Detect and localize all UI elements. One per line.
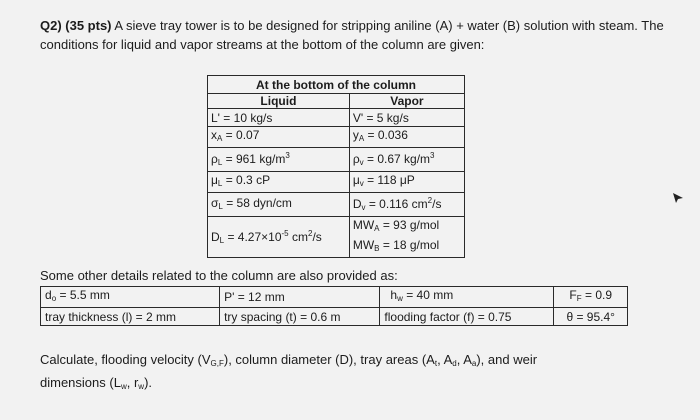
vapor-density: $\rho_v = 0.67$ $kg/m^3$ [349, 148, 464, 172]
bottom-conditions-table [207, 75, 465, 258]
vapor-molecular-weights [349, 217, 464, 258]
liquid-flow: L' = 10 kg/s [208, 109, 350, 127]
calculation-prompt: Calculate, flooding velocity $(V_{G,F})$, column diameter (D), tray areas ($A_t$, $A_d$, $A_a$), and weir dimensions ($L_w$, $r_w$). [40, 352, 538, 391]
vapor-header: Vapor [349, 94, 464, 109]
question-body: A sieve tray tower is to be designed for stripping aniline (A) + water (B) solution with steam. The conditions for liquid and vapor streams at the bottom of the column are given: [40, 18, 664, 52]
hole-diameter: $d_o = 5.5$ mm [41, 287, 220, 308]
pitch: P' = 12 mm [220, 287, 380, 308]
liquid-surface-tension: $\sigma_L = 58$ dyn/cm [208, 193, 350, 217]
mw-b: $MW_B = 18$ g/mol [352, 238, 440, 253]
mouse-pointer-icon [672, 192, 684, 204]
weir-height: $h_w = 40$ mm [380, 287, 554, 308]
liquid-diffusivity: $D_L = 4.27\times 10^{-5}$ $cm^2/s$ [208, 217, 350, 258]
liquid-viscosity: $\mu_L = 0.3$ cP [208, 172, 350, 193]
vapor-diffusivity: $D_v = 0.116$ $cm^2/s$ [349, 193, 464, 217]
tray-spacing: try spacing (t) = 0.6 m [220, 308, 380, 326]
vapor-ya: $y_A = 0.036$ [349, 127, 464, 148]
table-title: At the bottom of the column [208, 76, 465, 94]
weir-angle: θ = 95.4° [554, 308, 628, 326]
vapor-flow: V' = 5 kg/s [349, 109, 464, 127]
question-text [40, 16, 680, 54]
flooding-factor: flooding factor (f) = 0.75 [380, 308, 554, 326]
liquid-header: Liquid [208, 94, 350, 109]
liquid-density: $\rho_L = 961$ $kg/m^3$ [208, 148, 350, 172]
details-heading: Some other details related to the column are also provided as: [40, 268, 398, 283]
question-number: Q2) (35 pts) [40, 18, 112, 33]
tray-thickness: tray thickness (l) = 2 mm [41, 308, 220, 326]
liquid-xa: $x_A = 0.07$ [208, 127, 350, 148]
ff-factor: $F_F = 0.9$ [554, 287, 628, 308]
vapor-viscosity: $\mu_v = 118$ μP [349, 172, 464, 193]
mw-a: $MW_A = 93$ g/mol [352, 218, 440, 233]
column-details-table [40, 286, 628, 326]
